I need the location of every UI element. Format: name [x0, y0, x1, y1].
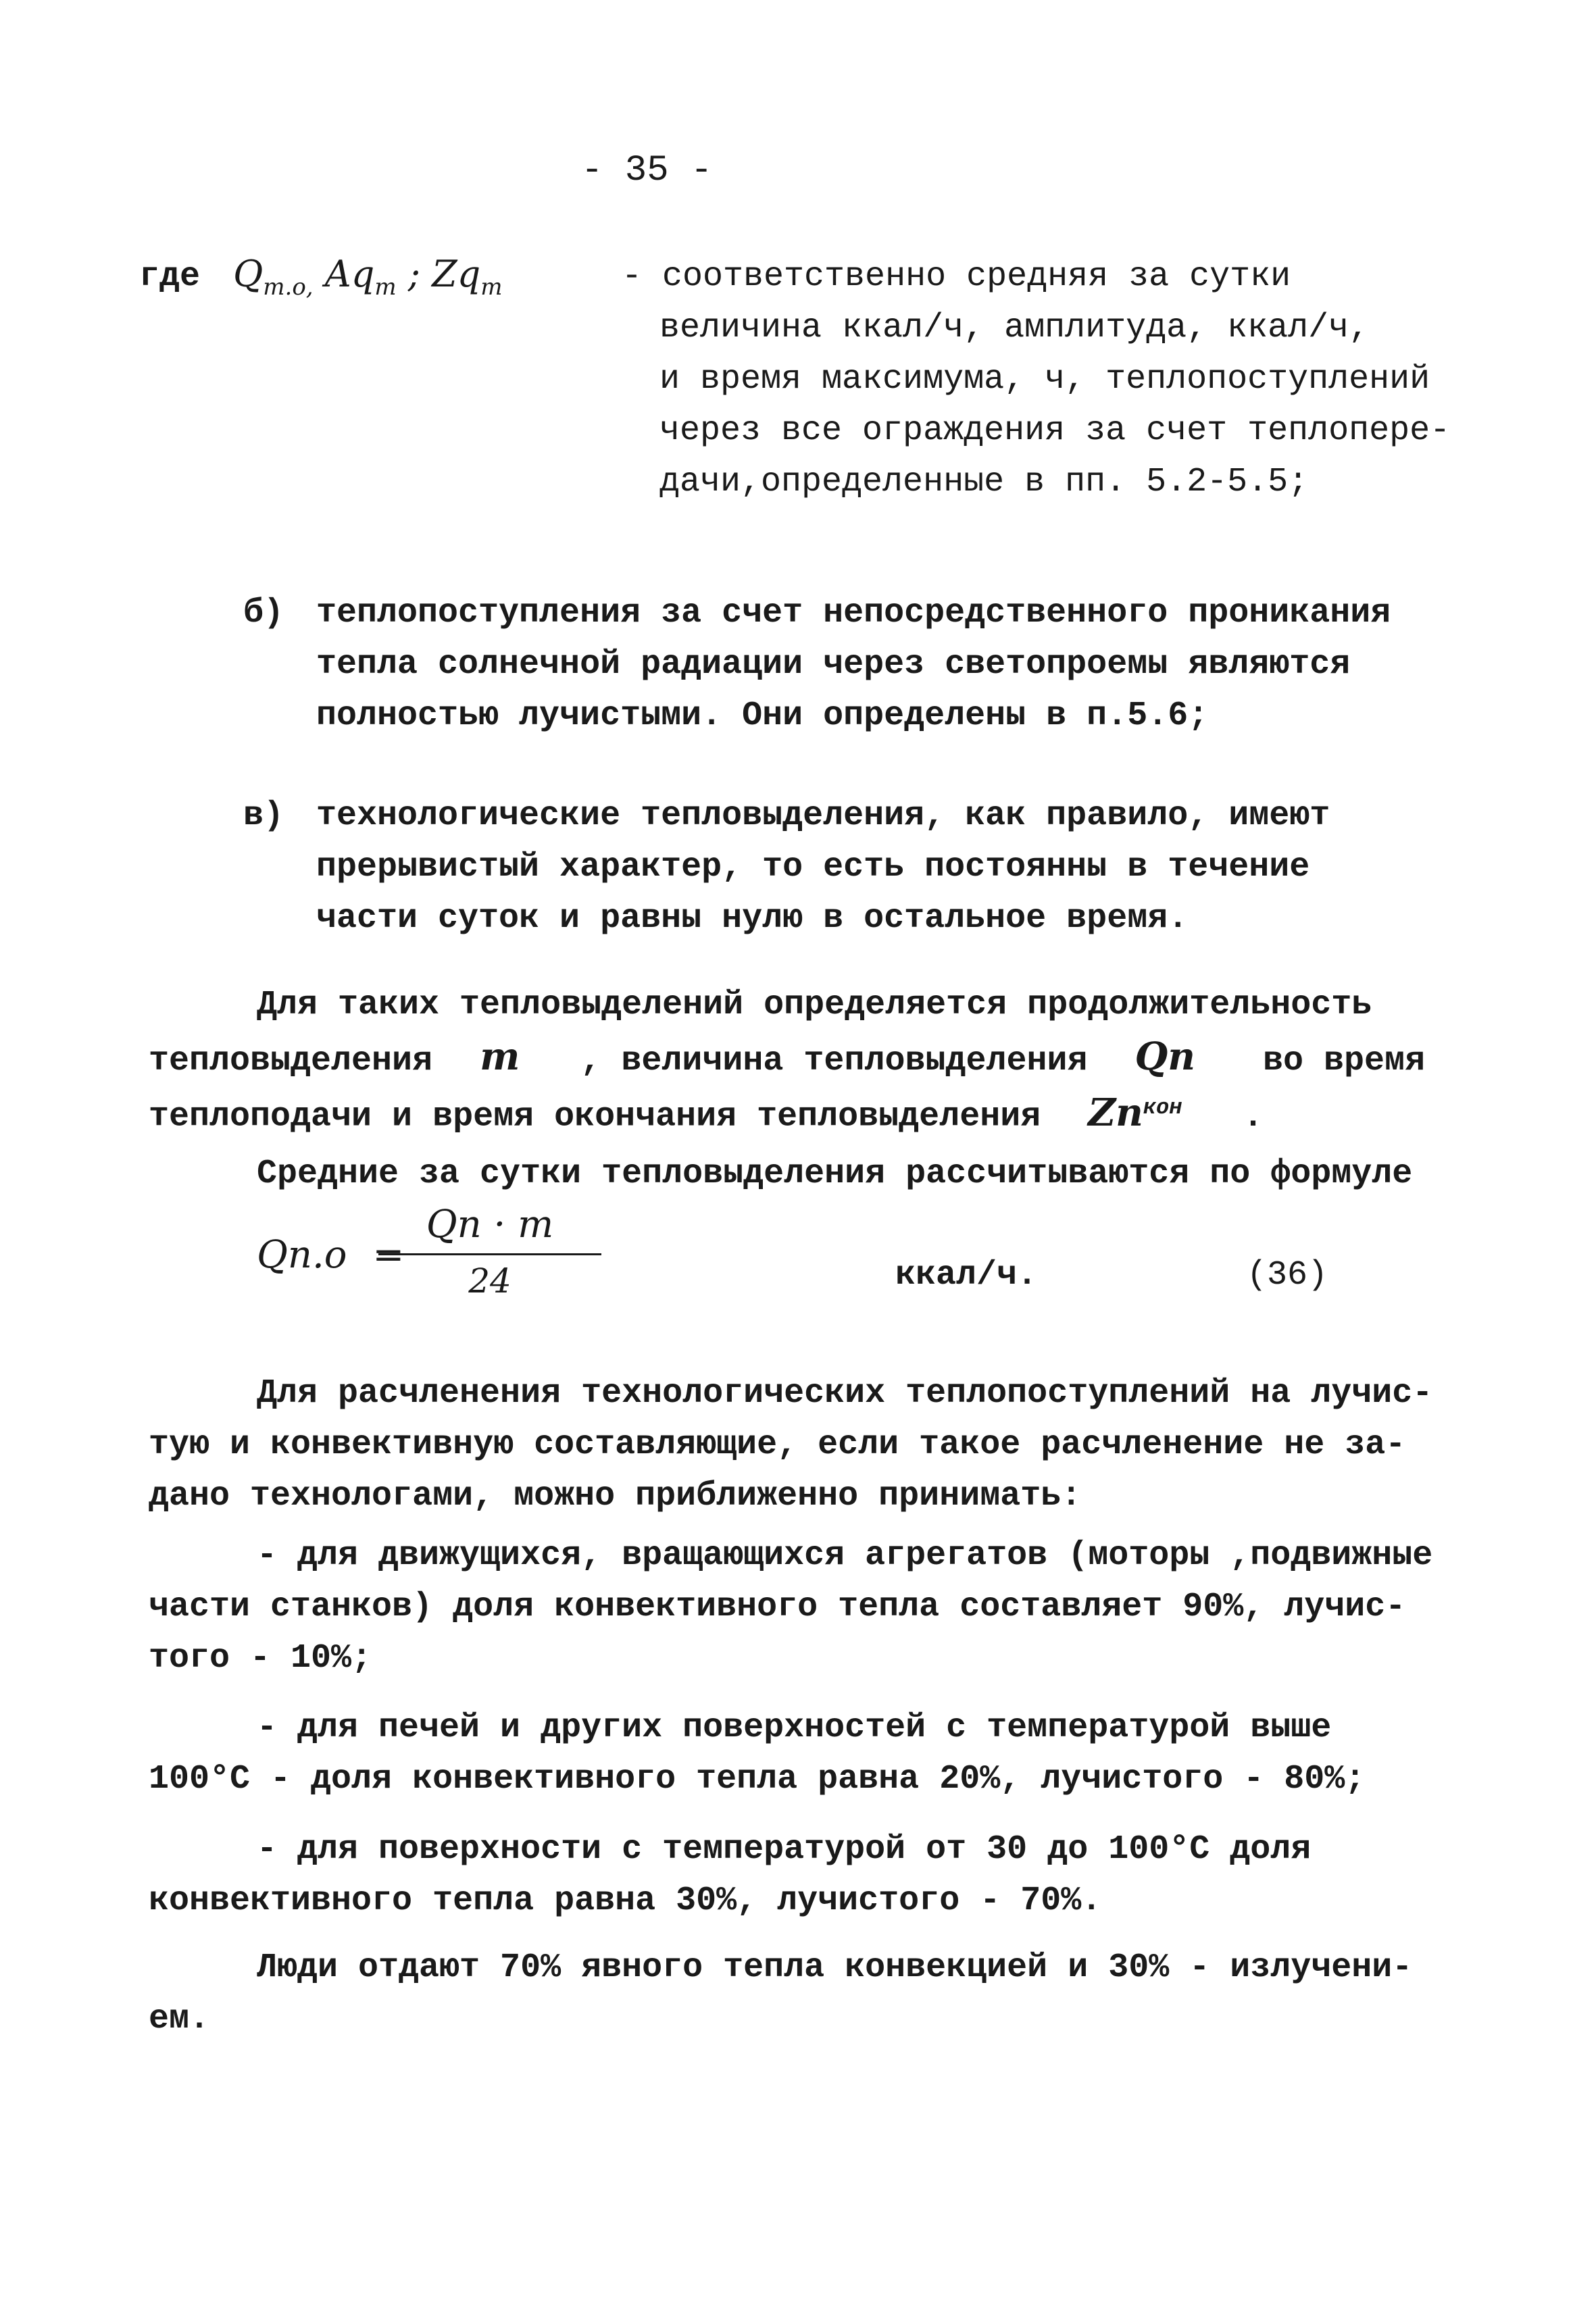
- symbol-q-to-sub: т.о,: [263, 273, 314, 301]
- where-word: где: [139, 257, 201, 296]
- definition-line: дачи,определенные в пп. 5.2-5.5;: [659, 463, 1309, 501]
- symbol-zp: Zп: [1088, 1090, 1143, 1135]
- symbol-aq-sub: т: [374, 273, 397, 301]
- symbol-zq-sub: т: [480, 273, 503, 301]
- item-v-label: в): [243, 797, 284, 835]
- symbol-zq: ; Zq: [407, 253, 481, 295]
- symbol-zp-sup: кон: [1143, 1095, 1182, 1120]
- formula-unit: ккал/ч.: [895, 1256, 1038, 1294]
- formula-numerator: Qп · m: [378, 1199, 601, 1255]
- symbol-qp: Qп: [1134, 1034, 1196, 1079]
- item-v-line: технологические тепловыделения, как правило, имеют: [316, 797, 1330, 835]
- definition-text: [622, 251, 1450, 508]
- definition-line: - соответственно средняя за сутки: [622, 257, 1291, 296]
- paragraph-split: Для расчленения технологических теплопоступлений на лучис- тую и конвективную составляющие, если такое расчленение не за- дано технологами, можно приближенно принимать:: [149, 1374, 1433, 1515]
- symbol-q-to: Q: [233, 253, 264, 295]
- item-b-line: полностью лучистыми. Они определены в п.5.6;: [316, 697, 1209, 735]
- definition-line: величина ккал/ч, амплитуда, ккал/ч,: [659, 309, 1370, 347]
- item-b-label: б): [243, 594, 284, 632]
- item-b-line: теплопоступления за счет непосредственного проникания: [316, 594, 1391, 632]
- page-number: - 35 -: [581, 150, 713, 191]
- symbol-group: [233, 249, 502, 313]
- formula-fraction: [378, 1199, 601, 1307]
- para-line: тепловыделения m , величина тепловыделения Qп во время: [149, 1034, 1426, 1080]
- item-v-line: части суток и равны нулю в остальное время.: [316, 899, 1189, 938]
- symbol-aq: Aq: [324, 253, 375, 295]
- definition-line: через все ограждения за счет теплопере-: [659, 411, 1451, 450]
- formula-lhs: Qп.о: [257, 1233, 347, 1277]
- bullet-furnaces: - для печей и других поверхностей с температурой выше 100°С - доля конвективного тепла равна 20%, лучистого - 80%;: [149, 1709, 1366, 1799]
- paragraph-heat-release: [149, 980, 1425, 1134]
- symbol-m: m: [480, 1034, 520, 1079]
- para-line: теплоподачи и время окончания тепловыделения $Zп^{кон}$ .: [149, 1090, 1264, 1136]
- formula-equals: =: [372, 1233, 405, 1277]
- para-line: Для таких тепловыделений определяется продолжительность: [257, 986, 1372, 1024]
- paragraph-people: Люди отдают 70% явного тепла конвекцией и 30% - излучени- ем.: [149, 1948, 1413, 2038]
- item-b-line: тепла солнечной радиации через светопроемы являются: [316, 645, 1351, 684]
- equation-number: (36): [1247, 1256, 1328, 1294]
- formula-intro: Средние за сутки тепловыделения рассчитываются по формуле: [257, 1155, 1413, 1193]
- bullet-surfaces: - для поверхности с температурой от 30 до 100°С доля конвективного тепла равна 30%, лучистого - 70%.: [149, 1830, 1312, 1920]
- item-v-line: прерывистый характер, то есть постоянны в течение: [316, 848, 1310, 886]
- formula-denominator: 24: [468, 1261, 512, 1301]
- definition-line: и время максимума, ч, теплопоступлений: [659, 360, 1430, 399]
- formula-36: [257, 1203, 554, 1301]
- bullet-moving-units: - для движущихся, вращающихся агрегатов (моторы ,подвижные части станков) доля конвективного тепла составляет 90%, лучис- того - 10%;: [149, 1536, 1433, 1678]
